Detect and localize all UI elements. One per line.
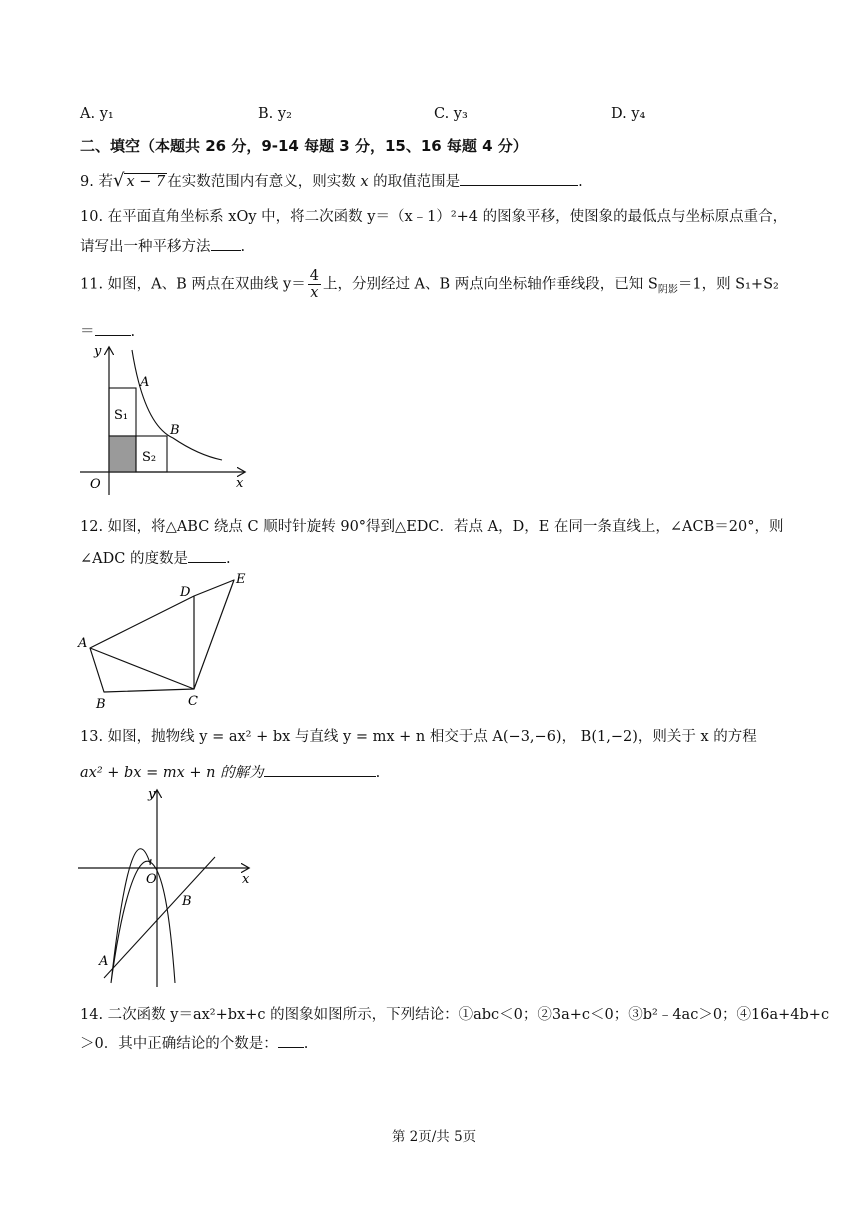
q12-line2-prefix: ∠ADC 的度数是 [80,551,188,567]
q13-label-y: y [148,787,156,802]
q12-label-d: D [180,585,191,600]
q13-answer-blank[interactable] [264,762,376,777]
q11-label-a: A [140,375,150,390]
q11-prefix: 11. 如图，A、B 两点在双曲线 y＝ [80,276,306,293]
q12-end: . [225,551,231,567]
q11-frac-num: 4 [309,268,319,284]
q12-figure [74,568,254,714]
q11-figure [78,340,253,495]
q10-line1: 10. 在平面直角坐标系 xOy 中，将二次函数 y＝（x﹣1）²+4 的图象平移，使图象的最低点与坐标原点重合， [80,209,788,225]
q9-middle: 在实数范围内有意义，则实数 [167,174,356,190]
q13-label-a: A [99,954,109,969]
q12-label-c: C [188,694,198,709]
q11-hyperbola [132,350,222,460]
q9-radical: x − 7 [126,174,166,190]
q13-label-b: B [182,894,192,909]
question-14-line2 [80,1032,308,1053]
q12-line1: 12. 如图，将△ABC 绕点 C 顺时针旋转 90°得到△EDC．若点 A，D，E 在同一条直线上，∠ACB＝20°，则 [80,519,784,535]
question-12-line2 [80,547,231,568]
q12-label-e: E [236,572,246,587]
q12-triangles [90,580,234,692]
question-11-line2 [80,320,135,341]
q13-line2-prefix: ax² + bx = mx + n 的解为 [80,765,264,781]
q11-suffix: 上，分别经过 A、B 两点向坐标轴作垂线段，已知 S [322,276,658,293]
q14-answer-blank[interactable] [278,1033,304,1048]
q14-end: . [303,1036,309,1052]
q13-line1: 13. 如图，抛物线 y = ax² + bx 与直线 y = mx + n 相交于点 A(−3,−6)， B(1,−2)，则关于 x 的方程 [80,729,757,745]
choice-b: B. y₂ [258,106,292,122]
q11-shadow-sub: 阴影 [657,284,678,296]
q13-end: . [375,765,381,781]
section-title: 二、填空（本题共 26 分，9-14 每题 3 分，15、16 每题 4 分） [80,137,528,155]
q14-line1: 14. 二次函数 y＝ax²+bx+c 的图象如图所示，下列结论：①abc＜0；②3a+c＜0；③b²﹣4ac＞0；④16a+4b+c [80,1007,830,1023]
q14-line2-prefix: ＞0．其中正确结论的个数是： [80,1036,278,1052]
q10-line2-prefix: 请写出一种平移方法 [80,239,211,255]
q9-prefix: 9. 若 [80,174,113,190]
choice-d: D. y₄ [611,106,646,122]
q11-label-y: y [94,344,102,359]
question-11 [80,268,779,301]
question-9: 9. 若√ x − 7 在实数范围内有意义，则实数 x 的取值范围是 . [80,170,583,191]
q9-end: . [578,174,583,190]
q11-label-s2: S₂ [142,450,157,465]
q9-var: x [360,174,369,190]
q11-label-o: O [90,477,101,492]
q11-suffix2: ＝1，则 S₁+S₂ [677,276,779,293]
q11-label-s1: S₁ [114,408,129,423]
q11-line2-prefix: ＝ [80,324,95,340]
q10-end: . [240,239,246,255]
q11-answer-blank[interactable] [95,321,131,336]
q12-label-a: A [78,636,88,651]
q12-answer-blank[interactable] [188,548,226,563]
q13-parabola [111,849,175,983]
q11-shaded-rect [109,436,136,472]
q11-label-x: x [236,476,244,491]
question-10-line2 [80,235,245,256]
q13-label-x: x [242,872,250,887]
q9-answer-blank[interactable] [460,171,578,186]
choice-a: A. y₁ [80,106,114,122]
q13-figure [78,785,258,990]
q11-end: . [130,324,136,340]
q11-frac-den: x [310,285,319,301]
q12-label-b: B [96,697,106,712]
q9-suffix: 的取值范围是 [373,174,461,190]
question-13-line2 [80,761,380,782]
choice-c: C. y₃ [434,106,468,122]
q11-label-b: B [170,423,180,438]
page-footer: 第 2页/共 5页 [391,1129,477,1145]
q10-answer-blank[interactable] [211,236,241,251]
q13-label-o: O [146,872,157,887]
